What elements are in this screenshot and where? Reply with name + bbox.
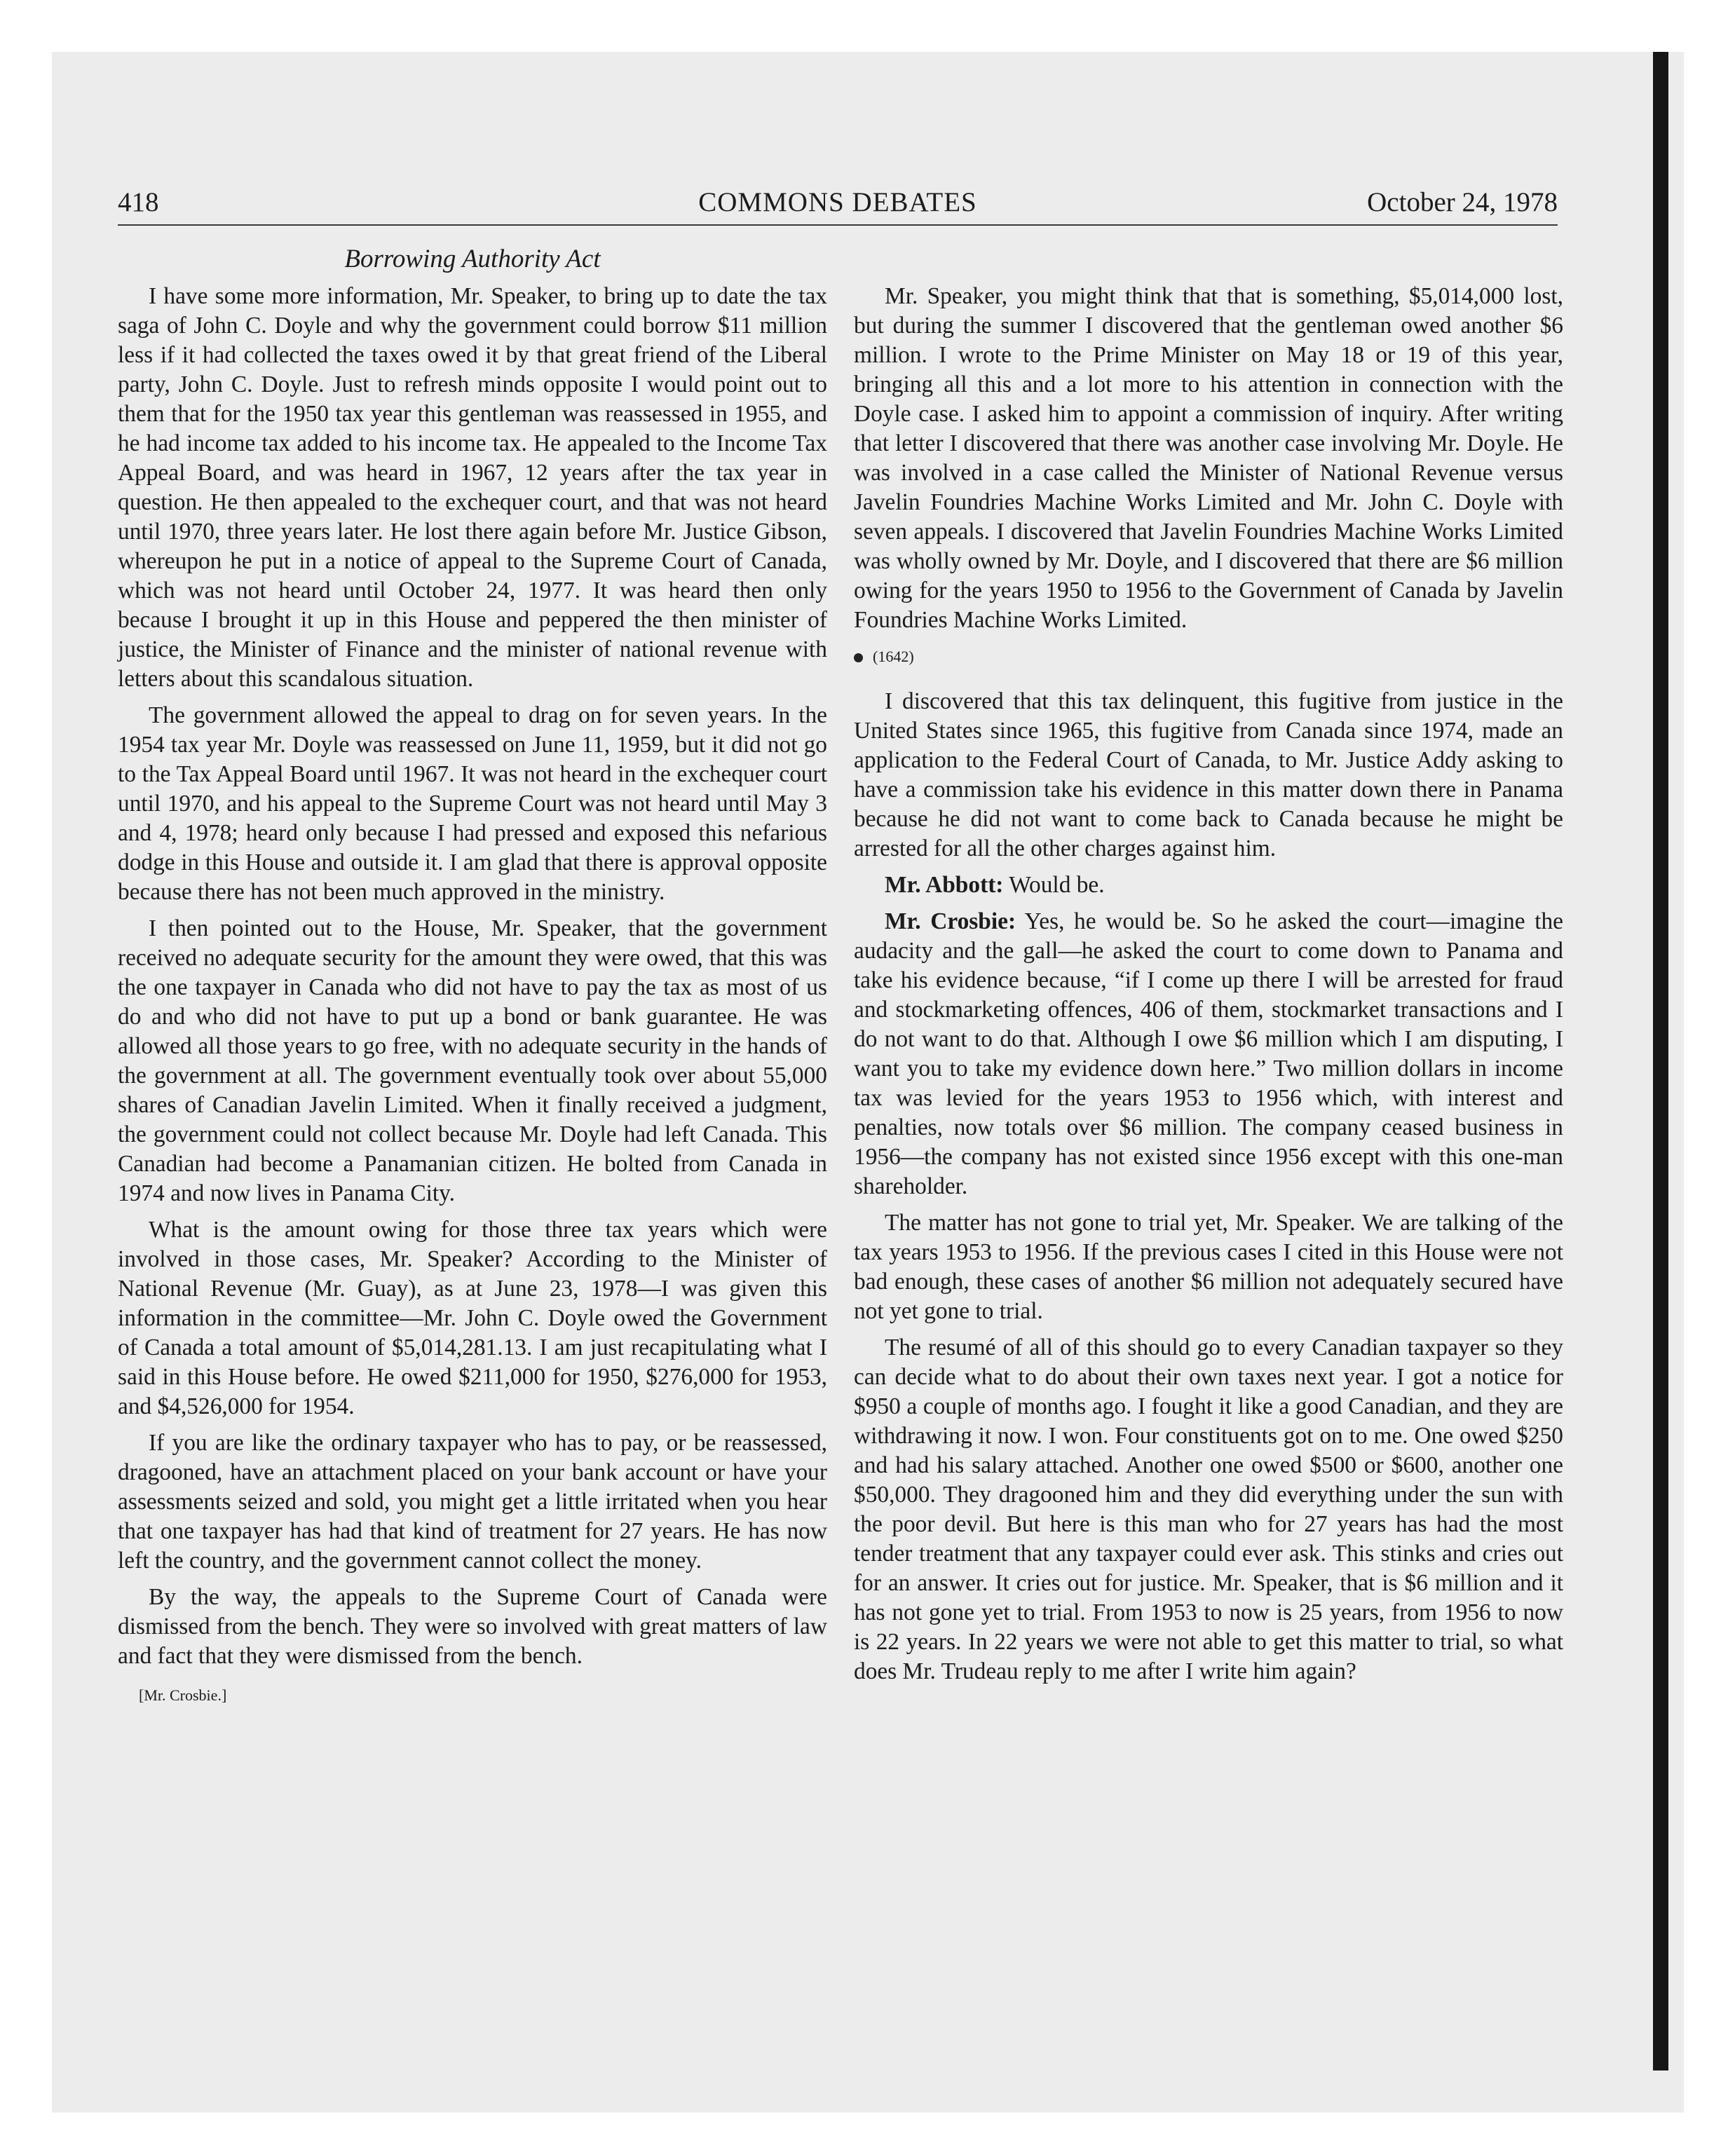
time-marker-text: (1642)	[873, 648, 914, 665]
bullet-icon	[854, 653, 863, 662]
paragraph: Mr. Speaker, you might think that that is something, $5,014,000 lost, but during the summer I discovered that the gentleman owed another $6 million. I wrote to the Prime Minister on May 18 or 19 of this year, bringing all this and a lot more to his attention in connection with the Doyle case. I asked him to appoint a commission of inquiry. After writing that letter I discovered that there was another case involving Mr. Doyle. He was involved in a case called the Minister of National Revenue versus Javelin Foundries Machine Works Limited and Mr. John C. Doyle with seven appeals. I discovered that Javelin Foundries Machine Works Limited was wholly owned by Mr. Doyle, and I discovered that there are $6 million owing for the years 1950 to 1956 to the Government of Canada by Javelin Foundries Machine Works Limited.	[854, 283, 1563, 633]
paragraph: The resumé of all of this should go to every Canadian taxpayer so they can decide what to do about their own taxes next year. I got a notice for $950 a couple of months ago. I fought it like a good Canadian, and they are withdrawing it now. I won. Four constituents got on to me. One owed $250 and had his salary attached. Another one owed $500 or $600, another one $50,000. They dragooned him and they did everything under the sun with the poor devil. But here is this man who for 27 years has had the most tender treatment that any taxpayer could ever ask. This stinks and cries out for an answer. It cries out for justice. Mr. Speaker, that is $6 million and it has not gone yet to trial. From 1953 to now is 25 years, from 1956 to now is 22 years. In 22 years we were not able to get this matter to trial, so what does Mr. Trudeau reply to me after I write him again?	[854, 1335, 1563, 1684]
paragraph: The government allowed the appeal to drag on for seven years. In the 1954 tax year Mr. Doyle was reassessed on June 11, 1959, but it did not go to the Tax Appeal Board until 1967. It was not heard in the exchequer court until 1970, and his appeal to the Supreme Court was not heard until May 3 and 4, 1978; heard only because I had pressed and exposed this nefarious dodge in this House and outside it. I am glad that there is approval opposite because there has not been much approved in the ministry.	[118, 702, 827, 905]
scan-edge-shadow	[1653, 52, 1668, 2070]
speech-abbott	[854, 871, 1563, 900]
speech-crosbie	[854, 907, 1563, 1201]
publication-date: October 24, 1978	[1367, 187, 1558, 217]
paragraph: I have some more information, Mr. Speaker, to bring up to date the tax saga of John C. Doyle and why the government could borrow $11 million less if it had collected the taxes owed it by that great friend of the Liberal party, John C. Doyle. Just to refresh minds opposite I would point out to them that for the 1950 tax year this gentleman was reassessed in 1955, and he had income tax added to his income tax. He appealed to the Income Tax Appeal Board, and was heard in 1967, 12 years after the tax year in question. He then appealed to the exchequer court, and that was not heard until 1970, three years later. He lost there again before Mr. Justice Gibson, whereupon he put in a notice of appeal to the Supreme Court of Canada, which was not heard until October 24, 1977. It was heard then only because I brought it up in this House and peppered the then minister of justice, the Minister of Finance and the minister of national revenue with letters about this scandalous situation.	[118, 283, 827, 692]
speaker-attribution: [Mr. Crosbie.]	[139, 1686, 227, 1704]
speaker-name: Mr. Abbott:	[885, 872, 1004, 898]
paragraph: I discovered that this tax delinquent, this fugitive from justice in the United States since 1965, this fugitive from Canada since 1974, made an application to the Federal Court of Canada, to Mr. Justice Addy asking to have a commission take his evidence in this matter down there in Panama because he did not want to come back to Canada because he might be arrested for all the other charges against him.	[854, 688, 1563, 861]
speech-text: Would be.	[1009, 872, 1105, 898]
speech-text: Yes, he would be. So he asked the court—imagine the audacity and the gall—he asked the court to come down to Panama and take his evidence because, “if I come up there I will be arrested for fraud and stockmarketing offences, 406 of them, stockmarket transactions and I do not want to do that. Although I owe $6 million which I am disputing, I want you to take my evidence down here.” Two million dollars in income tax was levied for the years 1953 to 1956 which, with interest and penalties, now totals over $6 million. The company ceased business in 1956—the company has not existed since 1956 except with this one-man shareholder.	[854, 908, 1563, 1199]
header-rule	[118, 224, 1558, 226]
paragraph: I then pointed out to the House, Mr. Speaker, that the government received no adequate security for the amount they were owed, that this was the one taxpayer in Canada who did not have to pay the tax as most of us do and who did not have to put up a bond or bank guarantee. He was allowed all those years to go free, with no adequate security in the hands of the government at all. The government eventually took over about 55,000 shares of Canadian Javelin Limited. When it finally received a judgment, the government could not collect because Mr. Doyle had left Canada. This Canadian had become a Panamanian citizen. He bolted from Canada in 1974 and now lives in Panama City.	[118, 915, 827, 1206]
right-column	[854, 282, 1563, 1693]
section-subheading: Borrowing Authority Act	[344, 245, 601, 273]
paragraph: The matter has not gone to trial yet, Mr. Speaker. We are talking of the tax years 1953 to 1956. If the previous cases I cited in this House were not bad enough, these cases of another $6 million not adequately secured have not yet gone to trial.	[854, 1210, 1563, 1324]
page-number: 418	[118, 187, 159, 217]
time-marker	[854, 642, 1563, 671]
paragraph: What is the amount owing for those three tax years which were involved in those cases, Mr. Speaker? According to the Minister of National Revenue (Mr. Guay), as at June 23, 1978—I was given this information in the committee—Mr. John C. Doyle owed the Government of Canada a total amount of $5,014,281.13. I am just recapitulating what I said in this House before. He owed $211,000 for 1950, $276,000 for 1953, and $4,526,000 for 1954.	[118, 1217, 827, 1419]
page-header	[118, 186, 1558, 226]
speaker-name: Mr. Crosbie:	[885, 908, 1016, 934]
paragraph: If you are like the ordinary taxpayer who has to pay, or be reassessed, dragooned, have an attachment placed on your bank account or have your assessments seized and sold, you might get a little irritated when you hear that one taxpayer has had that kind of treatment for 27 years. He has now left the country, and the government cannot collect the money.	[118, 1430, 827, 1574]
paragraph: By the way, the appeals to the Supreme Court of Canada were dismissed from the bench. They were so involved with great matters of law and fact that they were dismissed from the bench.	[118, 1584, 827, 1669]
publication-title: COMMONS DEBATES	[698, 187, 977, 217]
left-column	[118, 282, 827, 1710]
